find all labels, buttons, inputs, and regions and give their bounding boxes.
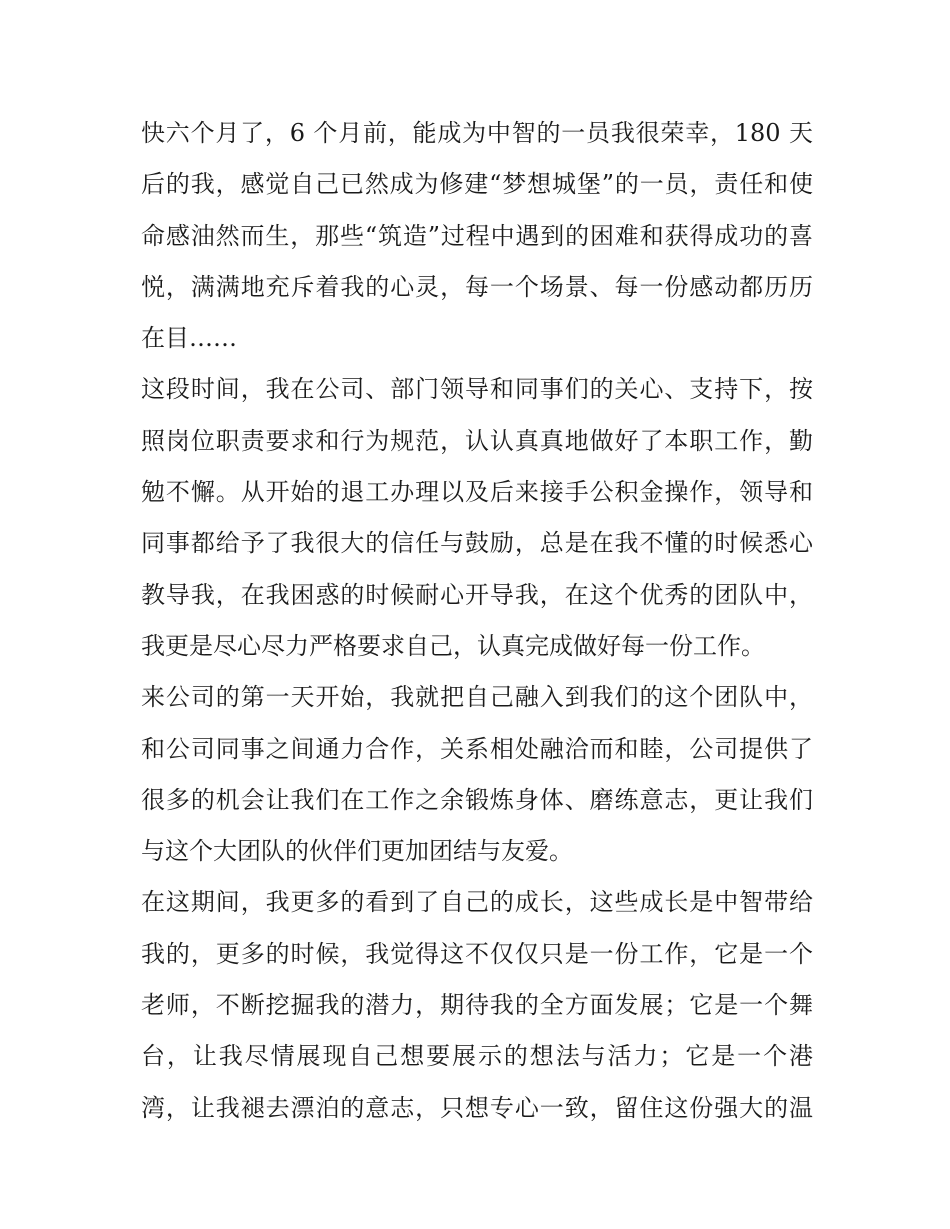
- text-line: 这段时间，我在公司、部门领导和同事们的关心、支持下，按: [141, 375, 813, 404]
- text-line: 勉不懈。从开始的退工办理以及后来接手公积金操作，领导和: [141, 478, 813, 507]
- text-line: 我的，更多的时候，我觉得这不仅仅只是一份工作，它是一个: [141, 939, 813, 968]
- text-line: 我更是尽心尽力严格要求自己，认真完成做好每一份工作。: [141, 631, 765, 660]
- text-line: 快六个月了，6 个月前，能成为中智的一员我很荣幸，180 天: [141, 119, 813, 147]
- paragraph-1: [141, 108, 813, 364]
- text-line: 在目……: [141, 324, 237, 353]
- text-line: 照岗位职责要求和行为规范，认认真真地做好了本职工作，勤: [141, 426, 813, 455]
- text-line: 在这期间，我更多的看到了自己的成长，这些成长是中智带给: [141, 888, 813, 917]
- text-line: 后的我，感觉自己已然成为修建“梦想城堡”的一员，责任和使: [141, 170, 813, 199]
- text-line: 同事都给予了我很大的信任与鼓励，总是在我不懂的时候悉心: [141, 529, 813, 558]
- text-line: 台，让我尽情展现自己想要展示的想法与活力；它是一个港: [141, 1042, 813, 1071]
- text-line: 来公司的第一天开始，我就把自己融入到我们的这个团队中，: [141, 683, 813, 712]
- text-line: 很多的机会让我们在工作之余锻炼身体、磨练意志，更让我们: [141, 785, 813, 814]
- text-line: 湾，让我褪去漂泊的意志，只想专心一致，留住这份强大的温: [141, 1093, 813, 1122]
- text-line: 教导我，在我困惑的时候耐心开导我，在这个优秀的团队中，: [141, 580, 813, 609]
- paragraph-3: [141, 672, 813, 877]
- body-text: [141, 108, 813, 1134]
- text-line: 和公司同事之间通力合作，关系相处融洽而和睦，公司提供了: [141, 734, 813, 763]
- paragraph-2: [141, 364, 813, 672]
- text-line: 悦，满满地充斥着我的心灵，每一个场景、每一份感动都历历: [141, 272, 813, 301]
- text-line: 命感油然而生，那些“筑造”过程中遇到的困难和获得成功的喜: [141, 221, 813, 250]
- paragraph-4: [141, 877, 813, 1133]
- text-line: 老师，不断挖掘我的潜力，期待我的全方面发展；它是一个舞: [141, 991, 813, 1020]
- text-line: 与这个大团队的伙伴们更加团结与友爱。: [141, 837, 573, 866]
